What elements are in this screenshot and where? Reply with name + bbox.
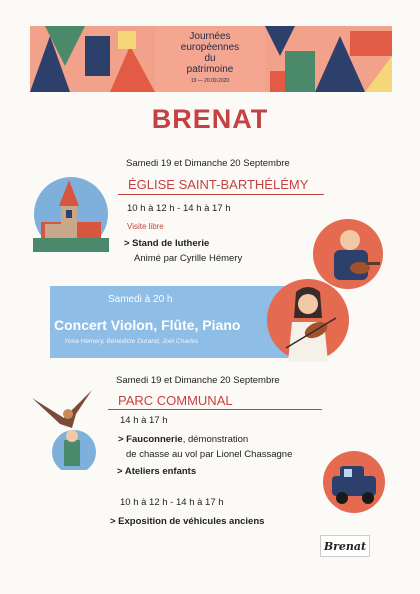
church-illustration <box>33 176 109 252</box>
falconry-line2: de chasse au vol par Lionel Chassagne <box>126 449 293 460</box>
section1-host: Animé par Cyrille Hémery <box>134 253 243 264</box>
kids-workshops: > Ateliers enfants <box>117 466 197 477</box>
falconry-title: > Fauconnerie <box>118 434 183 445</box>
section2-hours: 14 h à 17 h <box>120 415 168 426</box>
section2-divider <box>108 409 322 410</box>
heritage-days-banner <box>30 26 392 92</box>
concert-time: Samedi à 20 h <box>108 294 173 305</box>
falconry-desc: , démonstration <box>182 434 249 445</box>
brenat-logo <box>320 535 370 557</box>
concert-title: Concert Violon, Flûte, Piano <box>54 317 241 333</box>
section1-venue: ÉGLISE SAINT-BARTHÉLÉMY <box>128 177 309 192</box>
falconry-line1 <box>118 434 248 445</box>
banner-text-block <box>155 26 265 92</box>
section2-dates: Samedi 19 et Dimanche 20 Septembre <box>116 375 280 386</box>
vintage-car-illustration <box>322 450 386 514</box>
vehicle-exhibition: > Exposition de véhicules anciens <box>110 516 265 527</box>
town-title: BRENAT <box>151 104 269 134</box>
falconer-illustration <box>28 384 98 470</box>
banner-dates: 19 — 20.09.2020 <box>190 78 230 84</box>
section2-venue: PARC COMMUNAL <box>118 393 233 408</box>
section1-dates: Samedi 19 et Dimanche 20 Septembre <box>126 158 290 169</box>
section1-activity: > Stand de lutherie <box>124 238 210 249</box>
violinist-illustration <box>266 278 350 362</box>
section1-visit: Visite libre <box>127 222 164 231</box>
banner-title: Journées européennes du patrimoine <box>180 31 240 75</box>
section1-divider <box>118 194 324 195</box>
concert-performers: Yona Hémery, Bénédicte Durand, Joël Charles <box>64 338 199 345</box>
section1-hours: 10 h à 12 h - 14 h à 17 h <box>127 203 231 214</box>
section2-hours2: 10 h à 12 h - 14 h à 17 h <box>120 497 224 508</box>
logo-text: Brenat <box>323 540 367 553</box>
